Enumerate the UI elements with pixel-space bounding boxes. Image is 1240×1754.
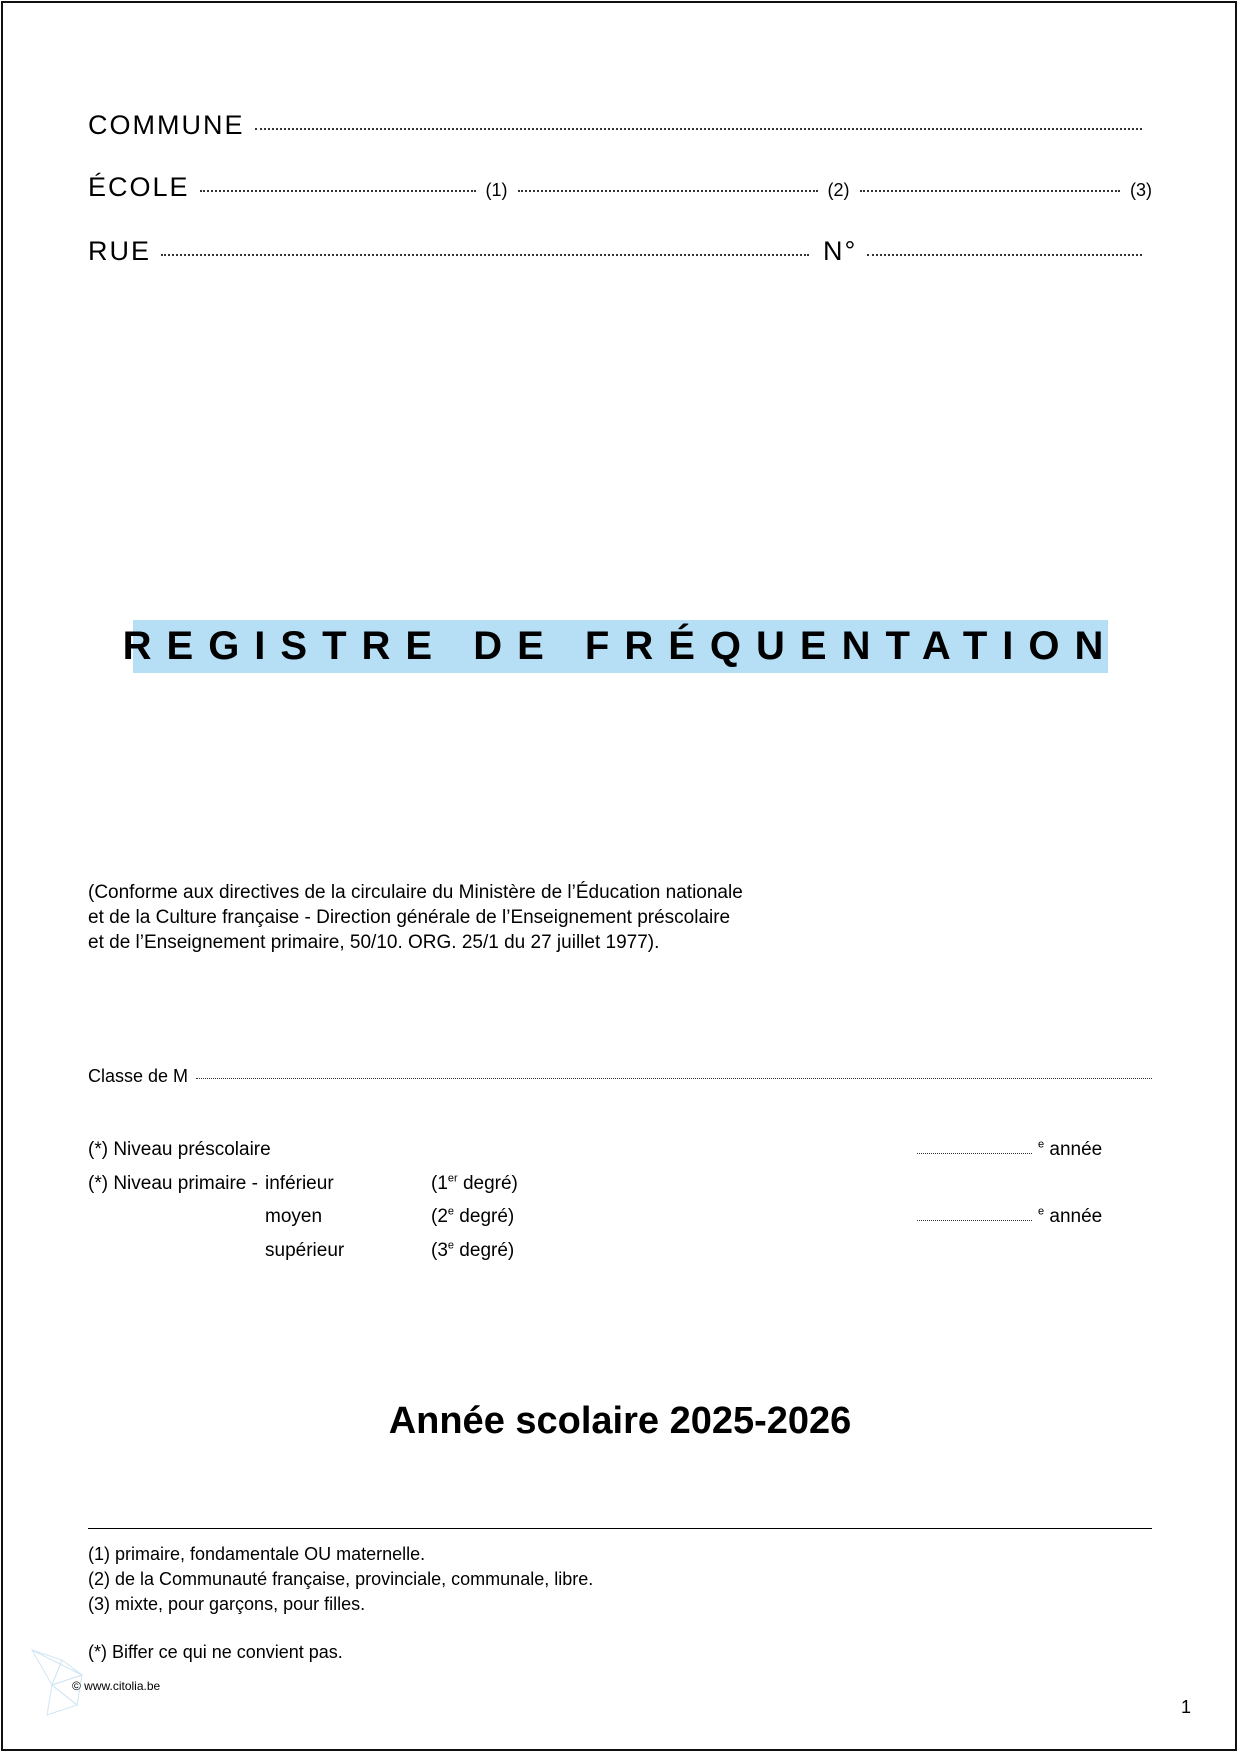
ecole-row	[88, 172, 1152, 212]
rue-row	[88, 236, 1152, 276]
degre-3-sup: e	[447, 1239, 455, 1252]
ecole-marker-3: (3)	[1130, 180, 1152, 200]
ecole-pouvoir-field[interactable]	[518, 190, 818, 192]
footnotes	[88, 1542, 593, 1665]
degre-1	[431, 1173, 518, 1195]
ecole-genre-field[interactable]	[860, 190, 1120, 192]
commune-row	[88, 110, 1152, 150]
page-number: 1	[1181, 1697, 1192, 1717]
annee-scolaire-title: Année scolaire 2025-2026	[388, 1400, 852, 1442]
numero-field[interactable]	[867, 254, 1142, 256]
degre-1-num: (1	[431, 1173, 448, 1194]
degre-3-num: (3	[431, 1240, 448, 1261]
rue-label: RUE	[88, 236, 152, 266]
niveau-prescolaire: (*) Niveau préscolaire	[88, 1139, 271, 1160]
biffer-note: (*) Biffer ce qui ne convient pas.	[88, 1642, 343, 1662]
ecole-type-field[interactable]	[200, 190, 476, 192]
commune-label: COMMUNE	[88, 110, 245, 140]
annee-primaire-label	[1038, 1206, 1102, 1228]
document-title: REGISTRE DE FRÉQUENTATION	[122, 624, 1119, 668]
commune-field[interactable]	[255, 128, 1143, 130]
annee-primaire-field[interactable]	[917, 1220, 1032, 1221]
ecole-label: ÉCOLE	[88, 172, 190, 202]
degre-2-num: (2	[431, 1206, 448, 1227]
note-line: et de la Culture française - Direction générale de l’Enseignement préscolaire	[88, 907, 731, 928]
degre-3	[431, 1240, 514, 1262]
annee-prescolaire-label	[1038, 1139, 1102, 1161]
numero-label: N°	[823, 236, 858, 266]
note-line: (Conforme aux directives de la circulaire du Ministère de l’Éducation nationale	[88, 882, 743, 903]
niveau-moyen: moyen	[265, 1206, 323, 1227]
annee-sup: e	[1038, 1205, 1045, 1218]
ecole-marker-1: (1)	[485, 180, 508, 200]
degre-2-sup: e	[447, 1205, 455, 1218]
niveau-inferieur: inférieur	[265, 1173, 334, 1194]
annee-word: année	[1044, 1139, 1103, 1160]
niveau-superieur: supérieur	[265, 1240, 345, 1261]
classe-field[interactable]	[196, 1078, 1152, 1079]
footnote-divider	[88, 1528, 1152, 1529]
note-line: et de l’Enseignement primaire, 50/10. ORG. 25/1 du 27 juillet 1977).	[88, 932, 660, 953]
footnote-2: (2) de la Communauté française, provinciale, communale, libre.	[88, 1569, 594, 1589]
ecole-marker-2: (2)	[827, 180, 850, 200]
circular-note	[88, 880, 743, 955]
degre-1-sup: er	[447, 1172, 458, 1185]
annee-sup: e	[1038, 1138, 1045, 1151]
niveau-primaire: (*) Niveau primaire -	[88, 1173, 258, 1194]
degre-suffix: degré)	[454, 1240, 515, 1261]
degre-suffix: degré)	[457, 1173, 518, 1194]
footnote-1: (1) primaire, fondamentale OU maternelle.	[88, 1544, 426, 1564]
annee-word: année	[1044, 1206, 1103, 1227]
classe-row	[88, 1066, 1152, 1087]
degre-suffix: degré)	[454, 1206, 515, 1227]
annee-prescolaire-field[interactable]	[917, 1153, 1032, 1154]
classe-label: Classe de M	[88, 1066, 189, 1086]
copyright-text: © www.citolia.be	[72, 1679, 161, 1693]
footnote-3: (3) mixte, pour garçons, pour filles.	[88, 1594, 366, 1614]
rue-field[interactable]	[161, 254, 809, 256]
degre-2	[431, 1206, 514, 1228]
